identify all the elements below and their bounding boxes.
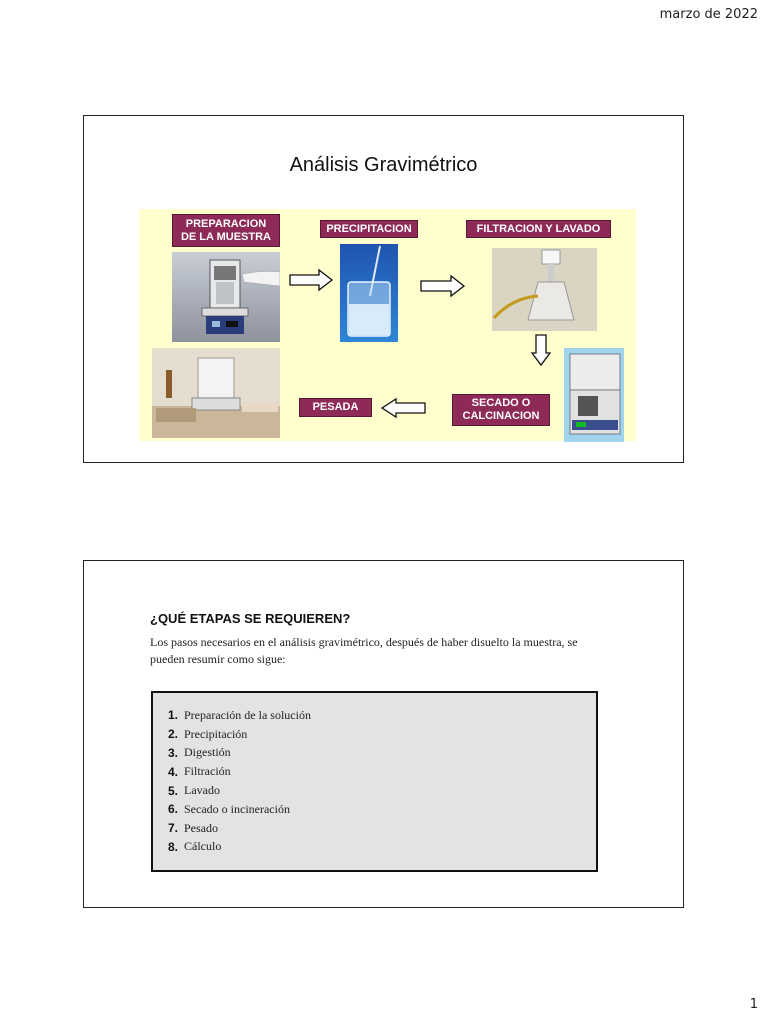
step-item [168, 725, 311, 744]
step-text: Preparación de la solución [184, 707, 311, 722]
arrow-down [531, 334, 551, 366]
process-flow-diagram [139, 209, 636, 441]
label-preparacion [172, 214, 280, 247]
beaker-image [340, 244, 398, 342]
step-number: 3. [168, 745, 179, 760]
step-number: 2. [168, 727, 179, 742]
step-number: 8. [168, 839, 179, 854]
step-number: 6. [168, 802, 179, 817]
arrow-right-1 [289, 269, 334, 291]
intro-paragraph: Los pasos necesarios en el análisis gravimétrico, después de haber disuelto la muestra, se pueden resumir como sigue: [150, 635, 578, 666]
photo-muffle-furnace [564, 348, 624, 442]
step-text: Precipitación [184, 726, 248, 741]
step-item [168, 838, 311, 857]
photo-sample-mill [172, 252, 280, 342]
step-number: 1. [168, 708, 179, 723]
label-filtracion: FILTRACION Y LAVADO [466, 220, 611, 238]
photo-balance [152, 348, 280, 438]
label-preparacion-line1: PREPARACION [185, 217, 267, 230]
step-text: Filtración [184, 764, 231, 779]
slide-2 [83, 560, 684, 908]
step-item [168, 800, 311, 819]
furnace-image [564, 348, 624, 442]
arrow-left [381, 398, 427, 418]
steps-list [168, 706, 311, 856]
step-text: Cálculo [184, 839, 222, 854]
page-number: 1 [749, 997, 758, 1012]
photo-beaker [340, 244, 398, 342]
step-text: Digestión [184, 745, 231, 760]
step-text: Pesado [184, 820, 218, 835]
label-precipitacion: PRECIPITACION [320, 220, 418, 238]
step-item [168, 706, 311, 725]
step-number: 7. [168, 821, 179, 836]
balance-image [152, 348, 280, 438]
step-text: Lavado [184, 783, 220, 798]
label-pesada: PESADA [299, 398, 372, 417]
label-secado-line1: SECADO O [471, 397, 531, 409]
slide-title: Análisis Gravimétrico [289, 154, 478, 176]
arrow-right-2 [420, 275, 466, 297]
label-secado [452, 394, 550, 426]
step-number: 5. [168, 783, 179, 798]
step-number: 4. [168, 764, 179, 779]
step-item [168, 762, 311, 781]
filtration-image [492, 248, 597, 331]
step-item [168, 744, 311, 763]
steps-box [151, 691, 598, 872]
page-date: marzo de 2022 [659, 7, 758, 22]
photo-filtration [492, 248, 597, 331]
label-preparacion-line2: DE LA MUESTRA [180, 230, 272, 243]
step-item [168, 781, 311, 800]
label-secado-line2: CALCINACION [462, 410, 540, 422]
section-heading: ¿QUÉ ETAPAS SE REQUIEREN? [150, 611, 351, 626]
step-text: Secado o incineración [184, 801, 290, 816]
slide-1 [83, 115, 684, 463]
step-item [168, 819, 311, 838]
sample-mill-image [172, 252, 280, 342]
